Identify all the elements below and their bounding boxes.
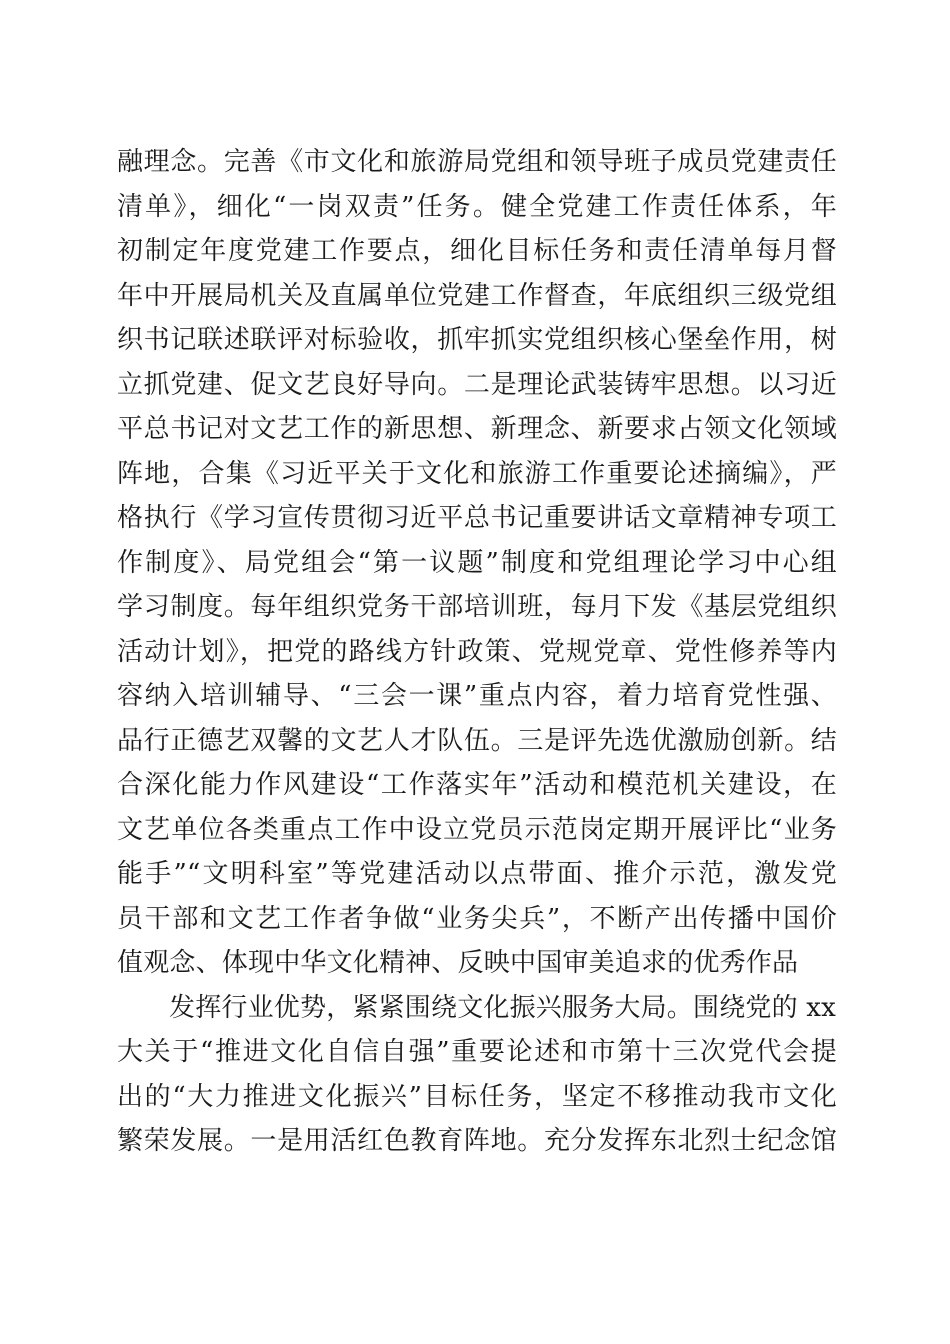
- text-line: 年中开展局机关及直属单位党建工作督查，年底组织三级党组: [117, 280, 837, 311]
- text-line: 作制度》、局党组会“第一议题”制度和党组理论学习中心组: [117, 547, 837, 578]
- text-line: 品行正德艺双馨的文艺人才队伍。三是评先选优激励创新。结: [117, 725, 837, 756]
- text-line: 清单》，细化“一岗双责”任务。健全党建工作责任体系，年: [117, 191, 837, 222]
- text-line: 员干部和文艺工作者争做“业务尖兵”，不断产出传播中国价: [117, 903, 837, 934]
- text-line: 学习制度。每年组织党务干部培训班，每月下发《基层党组织: [117, 592, 837, 622]
- text-line: 格执行《学习宣传贯彻习近平总书记重要讲话文章精神专项工: [117, 503, 837, 533]
- text-line: 值观念、体现中华文化精神、反映中国审美追求的优秀作品: [117, 948, 799, 978]
- text-line: 能手”“文明科室”等党建活动以点带面、推介示范，激发党: [117, 859, 837, 889]
- text-line: 初制定年度党建工作要点，细化目标任务和责任清单每月督: [117, 236, 837, 266]
- text-line: 出的“大力推进文化振兴”目标任务，坚定不移推动我市文化: [117, 1081, 837, 1112]
- text-line: 合深化能力作风建设“工作落实年”活动和模范机关建设，在: [117, 770, 837, 800]
- text-line: 活动计划》，把党的路线方针政策、党规党章、党性修养等内: [117, 636, 837, 667]
- text-line: 平总书记对文艺工作的新思想、新理念、新要求占领文化领域: [117, 414, 837, 444]
- paragraph-first-line: 发挥行业优势，紧紧围绕文化振兴服务大局。围绕党的 xx: [169, 992, 836, 1023]
- body-text: [117, 140, 837, 1164]
- text-line: 大关于“推进文化自信自强”重要论述和市第十三次党代会提: [117, 1037, 837, 1067]
- text-line: 繁荣发展。一是用活红色教育阵地。充分发挥东北烈士纪念馆: [117, 1126, 837, 1156]
- text-line: 文艺单位各类重点工作中设立党员示范岗定期开展评比“业务: [117, 814, 837, 845]
- text-line: 融理念。完善《市文化和旅游局党组和领导班子成员党建责任: [117, 147, 837, 177]
- text-line: 织书记联述联评对标验收，抓牢抓实党组织核心堡垒作用，树: [117, 325, 837, 355]
- text-line: 阵地，合集《习近平关于文化和旅游工作重要论述摘编》，严: [117, 458, 837, 489]
- text-line: 立抓党建、促文艺良好导向。二是理论武装铸牢思想。以习近: [117, 369, 837, 400]
- text-line: 容纳入培训辅导、“三会一课”重点内容，着力培育党性强、: [117, 681, 837, 711]
